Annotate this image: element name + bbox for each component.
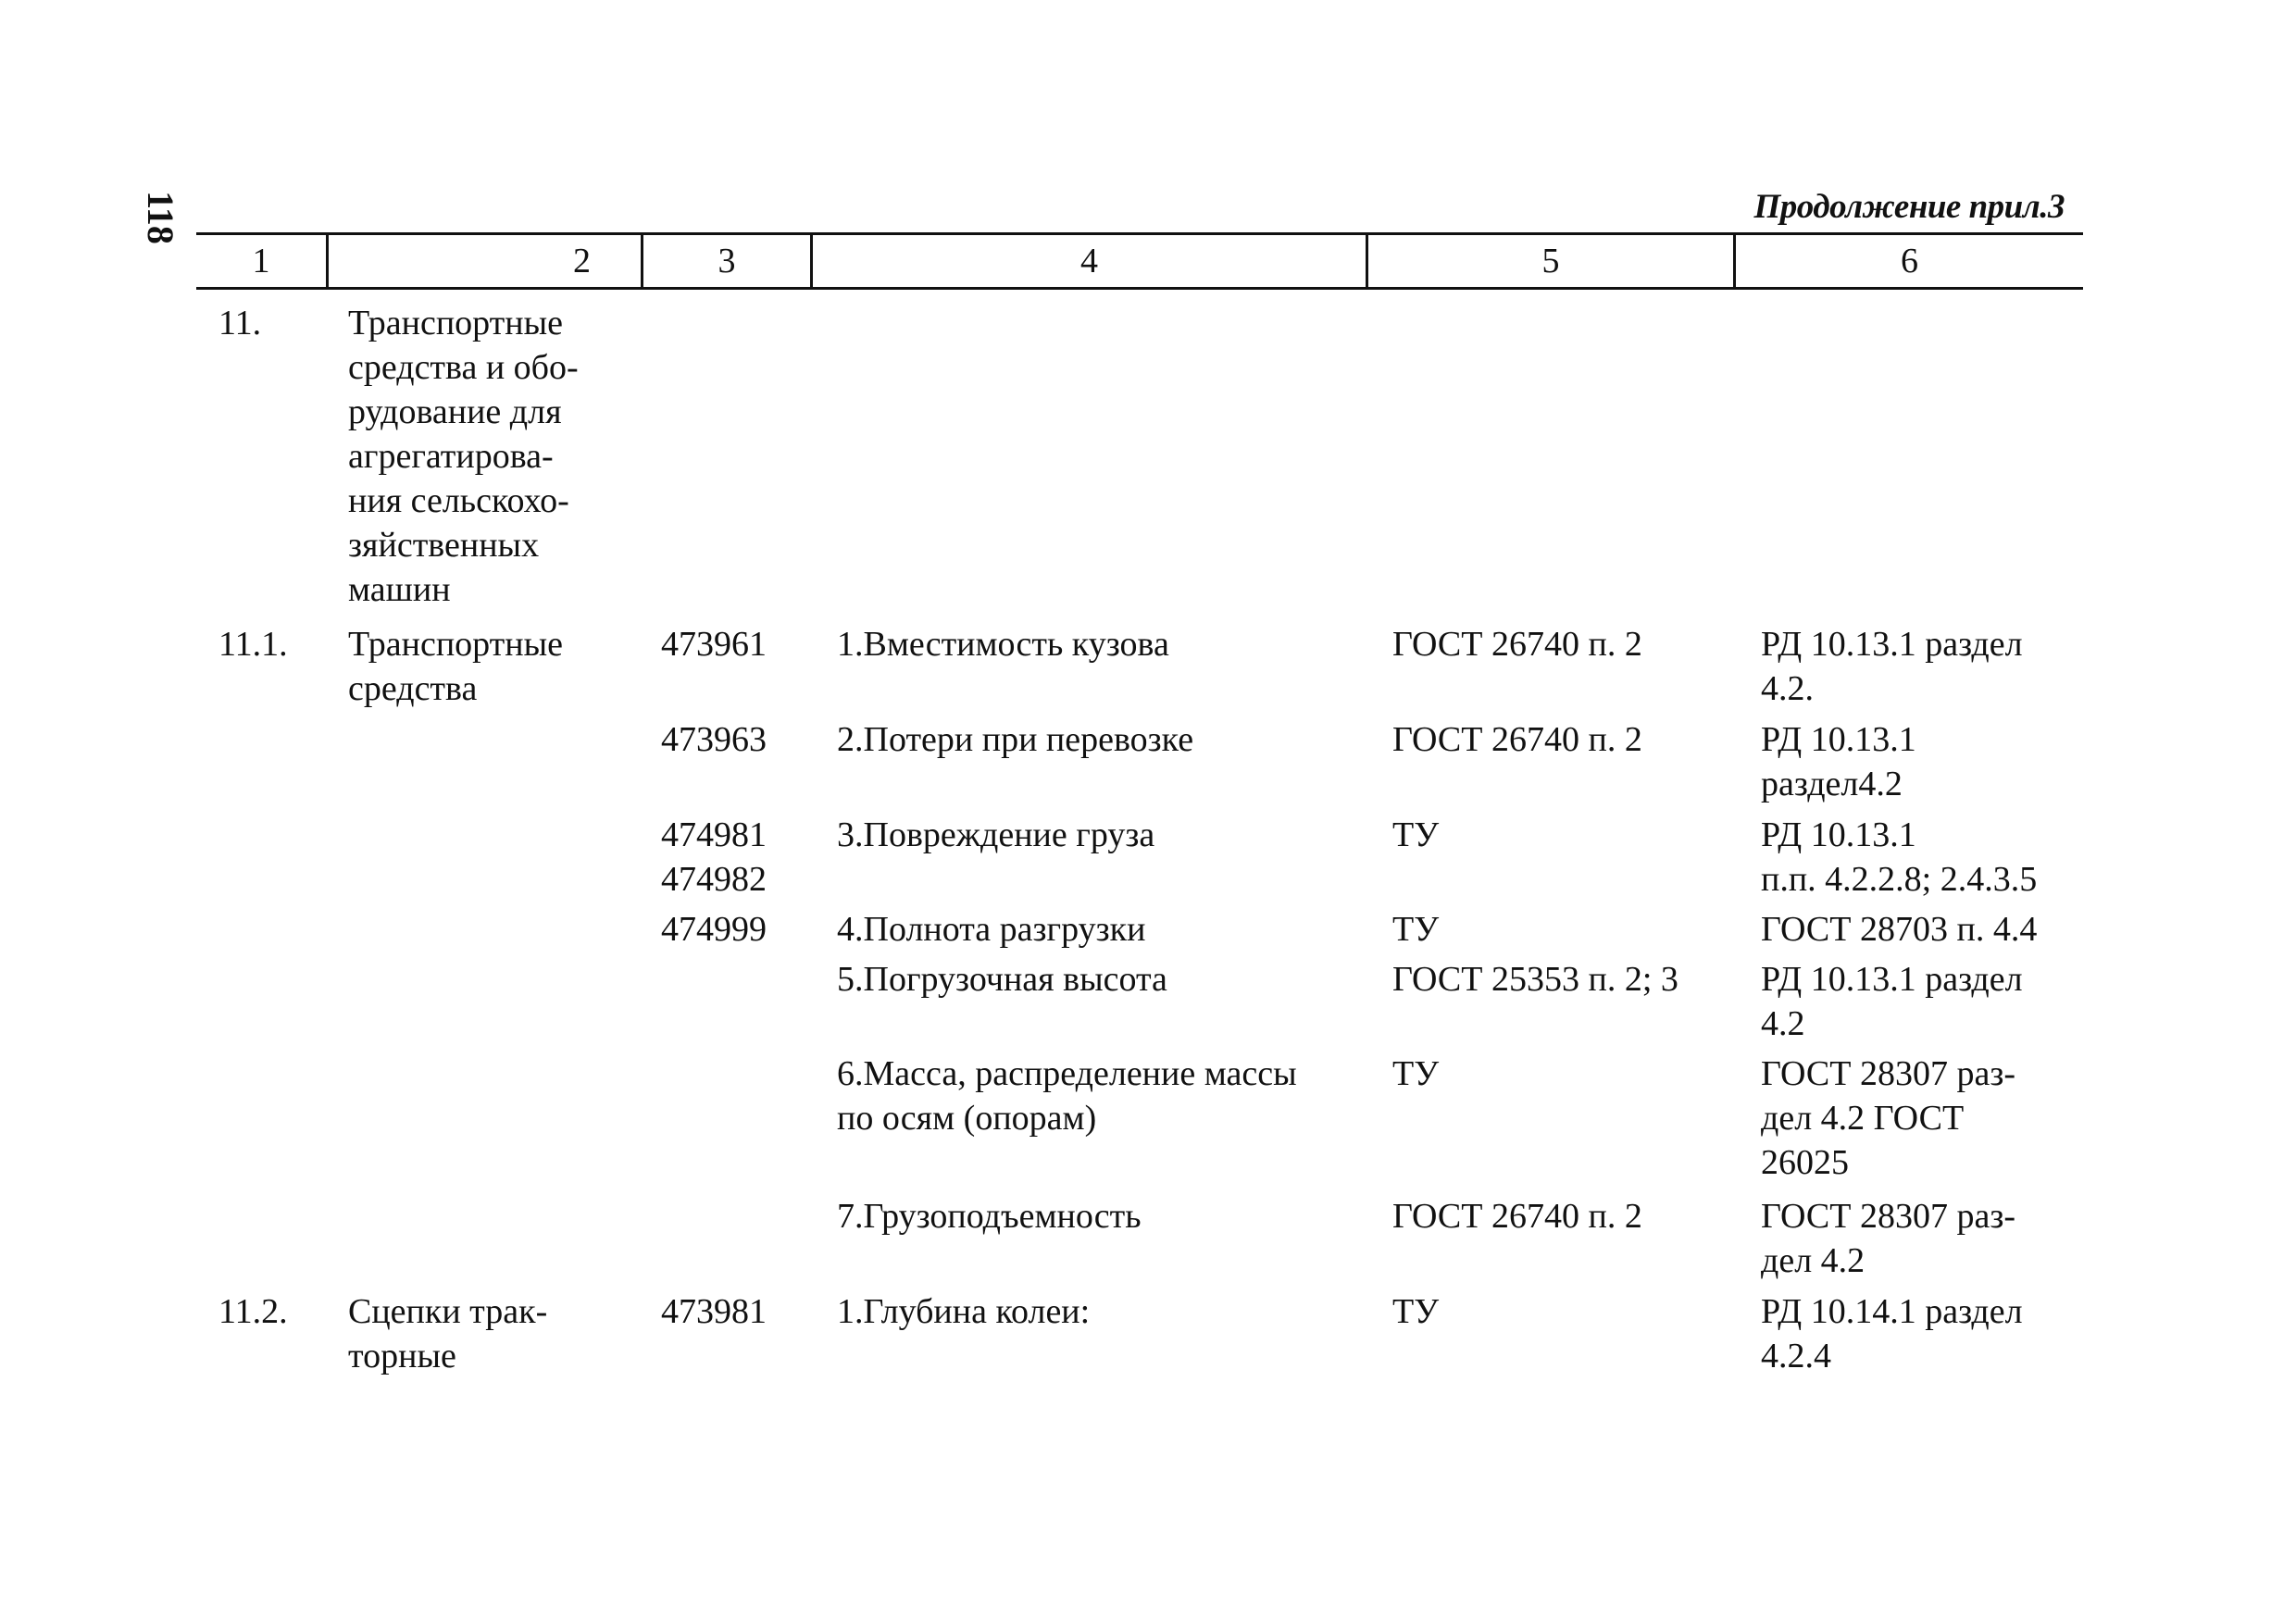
row-code: 473981 (661, 1292, 767, 1331)
row-parameter: 4.Полнота разгрузки (837, 910, 1146, 949)
row-standard: ТУ (1392, 815, 1440, 854)
row-parameter: 1.Глубина колеи: (837, 1292, 1091, 1331)
row-standard: ГОСТ 26740 п. 2 (1392, 720, 1642, 759)
row-parameter: 7.Грузоподъемность (837, 1197, 1142, 1236)
row-parameter: 6.Масса, распределение массы по осям (опорам) (837, 1054, 1297, 1138)
row-standard: ГОСТ 26740 п. 2 (1392, 1197, 1642, 1236)
row-code: 474999 (661, 910, 767, 949)
row-standard: ГОСТ 25353 п. 2; 3 (1392, 960, 1678, 999)
row-parameter: 5.Погрузочная высота (837, 960, 1167, 999)
row-method: РД 10.13.1 раздел 4.2. (1761, 625, 2023, 708)
section-11-2-number: 11.2. (218, 1292, 288, 1331)
continuation-caption: Продолжение прил.3 (1753, 188, 2065, 226)
section-11-1-title: Транспортные средства (348, 625, 564, 708)
row-code: 473963 (661, 720, 767, 759)
section-11-2-title: Сцепки трак- торные (348, 1292, 548, 1375)
row-method: РД 10.13.1 раздел4.2 (1761, 720, 1916, 803)
row-standard: ГОСТ 26740 п. 2 (1392, 625, 1642, 664)
header-col-1: 1 (252, 242, 270, 280)
header-col-3: 3 (718, 242, 736, 280)
section-11-title: Транспортные средства и обо- рудование для агрегатирова- ния сельскохо- зяйственных машин (348, 304, 579, 609)
row-method: РД 10.13.1 раздел 4.2 (1761, 960, 2023, 1043)
header-col-4: 4 (1080, 242, 1098, 280)
row-standard: ТУ (1392, 910, 1440, 949)
row-parameter: 1.Вместимость кузова (837, 625, 1169, 664)
row-standard: ТУ (1392, 1054, 1440, 1093)
page-number: 118 (140, 191, 181, 244)
section-11-number: 11. (218, 304, 262, 342)
row-method: РД 10.13.1 п.п. 4.2.2.8; 2.4.3.5 (1761, 815, 2038, 899)
row-parameter: 3.Повреждение груза (837, 815, 1155, 854)
header-col-5: 5 (1541, 242, 1560, 280)
table-header (196, 232, 2083, 290)
section-11-1-number: 11.1. (218, 625, 288, 664)
header-col-2: 2 (573, 242, 591, 280)
row-standard: ТУ (1392, 1292, 1440, 1331)
row-parameter: 2.Потери при перевозке (837, 720, 1194, 759)
row-method: ГОСТ 28307 раз- дел 4.2 ГОСТ 26025 (1761, 1054, 2016, 1182)
row-method: ГОСТ 28307 раз- дел 4.2 (1761, 1197, 2016, 1280)
row-code: 474981 474982 (661, 815, 767, 899)
row-code: 473961 (661, 625, 767, 664)
row-method: ГОСТ 28703 п. 4.4 (1761, 910, 2038, 949)
row-method: РД 10.14.1 раздел 4.2.4 (1761, 1292, 2023, 1375)
header-col-6: 6 (1901, 242, 1918, 280)
